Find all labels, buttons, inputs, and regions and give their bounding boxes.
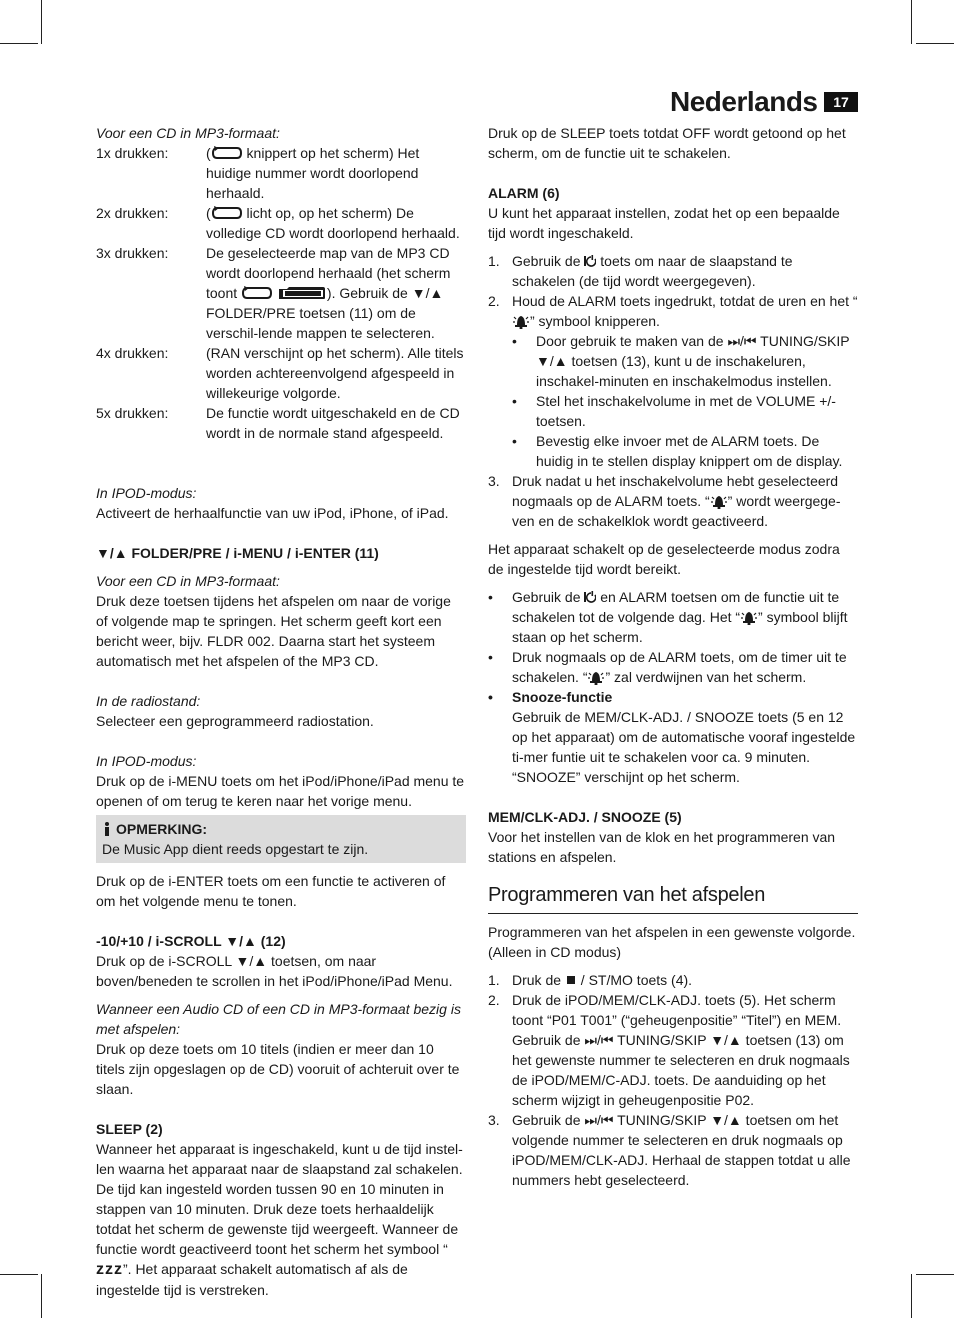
list-item: • Gebruik de en ALARM toetsen om de functie uit te schakelen tot de volgende dag. Het “ ” symbool blijft staan op het scherm. (488, 589, 848, 645)
press-text: (RAN verschijnt op het scherm). Alle titels worden achtereenvolgend afgespeeld in willekeurige volgorde. (206, 345, 464, 401)
zzz-icon: zzz (96, 1261, 123, 1278)
alarm-result: Het apparaat schakelt op de geselecteerde modus zodra de ingestelde tijd wordt bereikt. (488, 541, 840, 577)
stop-icon (567, 976, 575, 984)
scroll-cd-label: Wanneer een Audio CD of een CD in MP3-formaat bezig is met afspelen: (96, 1001, 461, 1037)
alarm-bell-icon (512, 313, 530, 329)
crop-mark (0, 1274, 38, 1275)
list-item: • Bevestig elke invoer met de ALARM toets. De huidig in te stellen display knippert om de display. (512, 433, 843, 469)
scroll-text: Druk op de i-SCROLL ▼/▲ toetsen, om naar boven/beneden te scrollen in het iPod/iPhone/iPad Menu. (96, 953, 453, 989)
crop-mark (916, 43, 954, 44)
power-icon (584, 591, 596, 603)
left-column (96, 123, 466, 1300)
crop-mark (41, 1274, 42, 1318)
prog-step: 2. Druk de iPOD/MEM/CLK-ADJ. toets (5). Het scherm toont “P01 T001” (“geheugenpositie” “Titel”) en MEM. Gebruik de ⏭/⏮ TUNING/SKIP ▼/▲ toetsen (13) om het gewenste nummer te selecteren en druk nogmaals de iPOD/MEM/C-ADJ. toets. De aanduiding op het scherm wijzigt in geheugenpositie P02. (488, 992, 850, 1108)
radio-label: In de radiostand: (96, 693, 201, 709)
press-label: 2x drukken: (96, 205, 169, 221)
crop-mark (41, 0, 42, 44)
mem-heading: MEM/CLK-ADJ. / SNOOZE (5) (488, 809, 682, 825)
press-label: 1x drukken: (96, 145, 169, 161)
ipod-text: Activeert de herhaalfunctie van uw iPod, iPhone, of iPad. (96, 505, 449, 521)
list-item: • Stel het inschakelvolume in met de VOLUME +/- toetsen. (512, 393, 836, 429)
press-text: ( knippert op het scherm) Het huidige nummer wordt doorlopend herhaald. (206, 145, 420, 201)
page-title: Nederlands (670, 86, 818, 117)
ipod-label: In IPOD-modus: (96, 485, 197, 501)
right-column (488, 123, 858, 1190)
list-item: • Snooze-functie Gebruik de MEM/CLK-ADJ. / SNOOZE toets (5 en 12 op het apparaat) om de automatische vooraf ingestelde ti-mer funtie uit te schakelen voor ca. 9 minuten. “SNOOZE” verschijnt op het scherm. (488, 687, 858, 787)
ienter-text: Druk op de i-ENTER toets om een functie te activeren of om het volgende menu te tonen. (96, 873, 446, 909)
crop-mark (916, 1274, 954, 1275)
note-heading: OPMERKING: (102, 819, 460, 839)
sleep-heading: SLEEP (2) (96, 1121, 163, 1137)
press-text: ( licht op, op het scherm) De volledige CD wordt doorlopend herhaald. (206, 205, 460, 241)
press-row (96, 343, 466, 403)
page-number: 17 (824, 92, 858, 112)
note-box (96, 815, 466, 863)
prog-step: 1. Druk de / ST/MO toets (4). (488, 972, 693, 988)
mem-text: Voor het instellen van de klok en het programmeren van stations en afspelen. (488, 829, 836, 865)
crop-mark (911, 1274, 912, 1318)
press-label: 4x drukken: (96, 345, 169, 361)
mp3-label: Voor een CD in MP3-formaat: (96, 125, 280, 141)
folder-ipod-text: Druk op de i-MENU toets om het iPod/iPhone/iPad menu te openen of om terug te keren naar het vorige menu. (96, 773, 465, 809)
scroll-heading: -10/+10 / i-SCROLL ▼/▲ (12) (96, 933, 286, 949)
folder-ipod-label: In IPOD-modus: (96, 753, 197, 769)
repeat-icon (241, 286, 273, 300)
alarm-intro: U kunt het apparaat instellen, zodat het op een bepaalde tijd wordt ingeschakeld. (488, 205, 840, 241)
list-item: • Druk nogmaals op de ALARM toets, om de timer uit te schakelen. “ ” zal verdwijnen van het scherm. (488, 649, 847, 685)
section-title: Programmeren van het afspelen (488, 881, 858, 914)
prog-intro: Programmeren van het afspelen in een gewenste volgorde. (Alleen in CD modus) (488, 924, 856, 960)
folder-icon (277, 286, 327, 300)
snooze-title: Snooze-functie (512, 689, 613, 705)
alarm-step: 2. Houd de ALARM toets ingedrukt, totdat de uren en het “” symbool knipperen. (488, 293, 858, 329)
folder-heading: ▼/▲ FOLDER/PRE / i-MENU / i-ENTER (11) (96, 545, 379, 561)
alarm-bell-icon (710, 493, 728, 509)
alarm-step: 1. Gebruik de toets om naar de slaapstand te schakelen (de tijd wordt weergegeven). (488, 253, 793, 289)
list-item: • Door gebruik te maken van de ⏭/⏮ TUNING/SKIP ▼/▲ toetsen (13), kunt u de inschakeluren, inschakel-minuten en inschakelmodus instellen. (512, 333, 850, 389)
press-row (96, 403, 466, 443)
press-row (96, 243, 466, 343)
press-label: 3x drukken: (96, 245, 169, 261)
prog-step: 3. Gebruik de ⏭/⏮ TUNING/SKIP ▼/▲ toetsen om het volgende nummer te selecteren en druk nogmaals op iPOD/MEM/CLK-ADJ. Herhaal de stappen totdat u alle nummers hebt geselecteerd. (488, 1112, 851, 1188)
sleep-text: Wanneer het apparaat is ingeschakeld, kunt u de tijd instel-len waarna het apparaat naar de slaapstand zal schakelen. De tijd kan ingesteld worden tussen 90 en 10 minuten in stappen van 10 minuten. Druk deze toets herhaaldelijk totdat het scherm de gewenste tijd weergeeft. Wanneer de functie wordt geactiveerd toont het scherm het symbool “zzz”. Het apparaat schakelt automatisch af als de ingestelde tijd is verstreken. (96, 1141, 463, 1298)
press-text: De geselecteerde map van de MP3 CD wordt doorlopend herhaald (het scherm toont ). Gebruik de ▼/▲ FOLDER/PRE toetsen (11) om de verschil-lende mappen te selecteren. (206, 245, 451, 341)
press-text: De functie wordt uitgeschakeld en de CD wordt in de normale stand afgespeeld. (206, 405, 460, 441)
alarm-step: 3. Druk nadat u het inschakelvolume hebt geselecteerd nogmaals op de ALARM toets. “ ” wordt weergege-ven en de schakelklok wordt geactiveerd. (488, 473, 841, 529)
scroll-cd-text: Druk op deze toets om 10 titels (indien er meer dan 10 titels zijn opgeslagen op de CD) vooruit of achteruit over te slaan. (96, 1041, 460, 1097)
press-label: 5x drukken: (96, 405, 169, 421)
snooze-text: Gebruik de MEM/CLK-ADJ. / SNOOZE toets (5 en 12 op het apparaat) om de automatische vooraf ingestelde ti-mer funtie uit te schakelen voor ca. 9 minuten. “SNOOZE” verschijnt op het scherm. (512, 709, 856, 785)
sleep-off-text: Druk op de SLEEP toets totdat OFF wordt getoond op het scherm, om de functie uit te schakelen. (488, 125, 846, 161)
folder-mp3-label: Voor een CD in MP3-formaat: (96, 573, 280, 589)
power-icon (584, 255, 596, 267)
note-text: De Music App dient reeds opgestart te zijn. (102, 841, 369, 857)
repeat-all-icon (211, 206, 243, 220)
alarm-bullets (488, 331, 858, 471)
repeat-icon (211, 146, 243, 160)
press-row (96, 143, 466, 203)
crop-mark (0, 43, 38, 44)
alarm-bell-icon (587, 669, 605, 685)
info-icon (102, 822, 112, 836)
press-row (96, 203, 466, 243)
radio-text: Selecteer een geprogrammeerd radiostation. (96, 713, 374, 729)
folder-mp3-text: Druk deze toetsen tijdens het afspelen om naar de vorige of volgende map te springen. Het scherm geeft kort een bericht weer, bijv. FLDR 002. Daarna start het systeem automatisch met het afspelen of the MP3 CD. (96, 593, 451, 669)
crop-mark (911, 0, 912, 44)
alarm-heading: ALARM (6) (488, 185, 560, 201)
alarm-bell-icon (740, 609, 758, 625)
